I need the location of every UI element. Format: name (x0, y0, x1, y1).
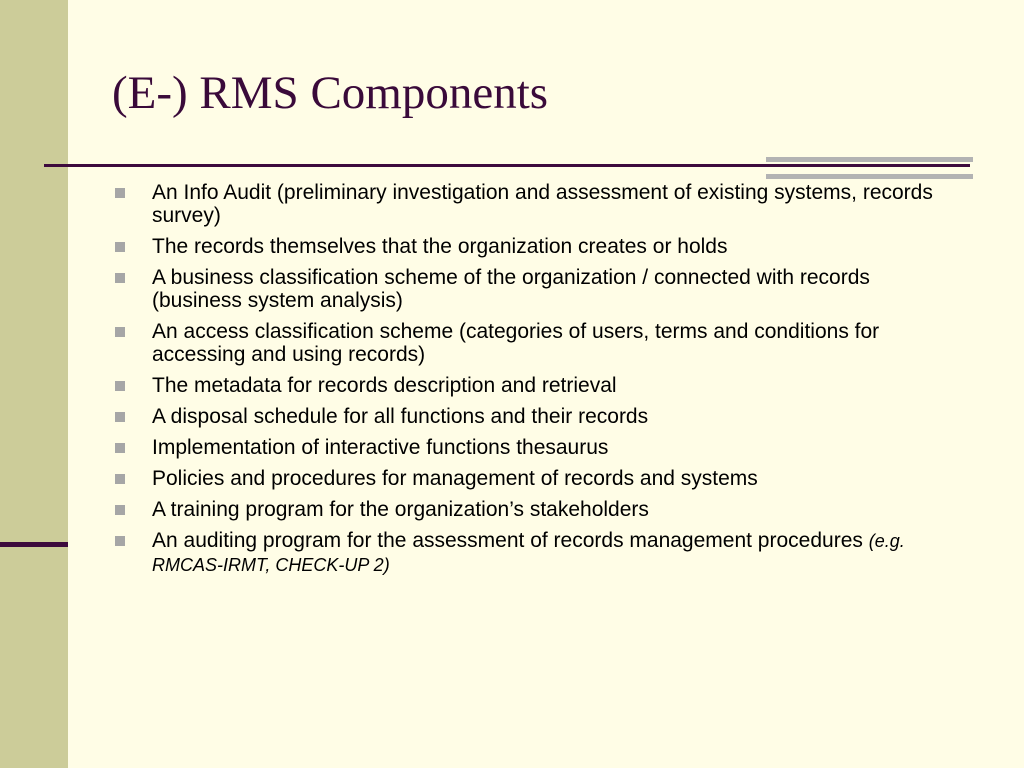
bullet-item (115, 467, 955, 490)
bullet-item (115, 374, 955, 397)
bullet-item (115, 266, 955, 312)
bullet-text: Policies and procedures for management of records and systems (152, 467, 758, 490)
bullet-text: A business classification scheme of the organization / connected with records (business system analysis) (152, 266, 870, 312)
bullet-text: Implementation of interactive functions thesaurus (152, 436, 609, 459)
decorative-grey-bars (766, 157, 973, 179)
bullet-item (115, 498, 955, 521)
side-band (0, 0, 68, 768)
slide-title: (E-) RMS Components (112, 67, 549, 119)
bullet-item (115, 320, 955, 366)
bullet-text: An access classification scheme (categories of users, terms and conditions for accessing and using records) (152, 320, 880, 366)
bullet-square-icon (115, 273, 125, 283)
bullet-text: An auditing program for the assessment of records management procedures (152, 529, 869, 552)
bullet-square-icon (115, 443, 125, 453)
bullet-square-icon (115, 327, 125, 337)
bullet-square-icon (115, 412, 125, 422)
bullet-square-icon (115, 188, 125, 198)
bullet-square-icon (115, 474, 125, 484)
bullet-square-icon (115, 242, 125, 252)
bullet-square-icon (115, 505, 125, 515)
grey-bar (766, 157, 973, 162)
bullet-text: An Info Audit (preliminary investigation and assessment of existing systems, records survey) (152, 181, 933, 227)
bullet-square-icon (115, 536, 125, 546)
bullet-text: A disposal schedule for all functions and their records (152, 405, 649, 428)
bullet-item (115, 529, 955, 577)
bullet-item (115, 436, 955, 459)
bullet-item (115, 181, 955, 227)
bullet-text: The records themselves that the organization creates or holds (152, 235, 728, 258)
bullet-square-icon (115, 381, 125, 391)
bullet-text: The metadata for records description and retrieval (152, 374, 617, 397)
side-accent-rule (0, 542, 68, 547)
bullet-text: A training program for the organization’s stakeholders (152, 498, 649, 521)
grey-bar (766, 174, 973, 179)
bullet-note: (e.g. RMCAS-IRMT, CHECK-UP 2) (152, 531, 905, 575)
bullet-list (115, 181, 955, 585)
bullet-item (115, 405, 955, 428)
bullet-item (115, 235, 955, 258)
